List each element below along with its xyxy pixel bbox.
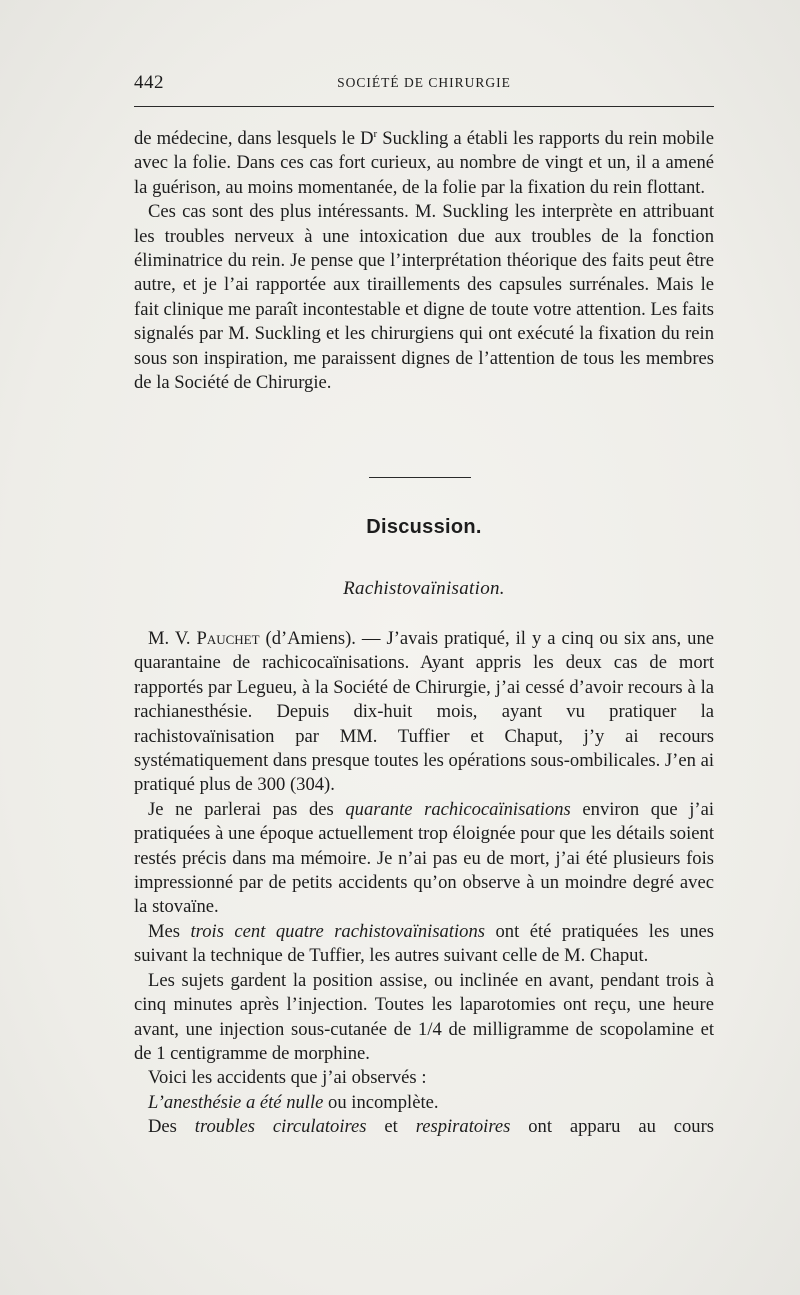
paragraph: M. V. Pauchet (d’Amiens). — J’avais pratiqué, il y a cinq ou six ans, une quarantaine de rachicocaïnisations. Ayant appris les deux cas de mort rapportés par Legueu, à la Société de Chirurgie, j’ai cessé d’avoir recours à la rachianesthésie. Depuis dix-huit mois, ayant vu pratiquer la rachistovaïnisation par MM. Tuffier et Chaput, j’y ai recours systématiquement dans presque toutes les opérations sous-ombilicales. J’en ai pratiqué plus de 300 (304).: [134, 628, 714, 796]
paragraph: de médecine, dans lesquels le $D^r$ Suckling a établi les rapports du rein mobile avec la folie. Dans ces cas fort curieux, au nombre de vingt et un, il a amené la guérison, au moins momentanée, de la folie par la fixation du rein flottant.: [134, 128, 714, 198]
paragraph: Mes trois cent quatre rachistovaïnisations ont été pratiquées les unes suivant la technique de Tuffier, les autres suivant celle de M. Chaput.: [134, 920, 715, 967]
page-header: [134, 72, 714, 96]
paragraph: Les sujets gardent la position assise, ou inclinée en avant, pendant trois à cinq minutes après l’injection. Toutes les laparotomies ont reçu, une heure avant, une injection sous-cutanée de 1/4 de milligramme de scopolamine et de 1 centigramme de morphine.: [134, 969, 714, 1064]
author-name: Pauchet: [196, 628, 260, 649]
text-block-discussion: [134, 627, 714, 1140]
section-title: Discussion.: [366, 516, 482, 538]
paragraph: Ces cas sont des plus intéressants. M. Suckling les interprète en attribuant les troubles nerveux à une intoxication due aux troubles de la fonction éliminatrice du rein. Je pense que l’interprétation théorique des faits peut être autre, et je l’ai rapportée aux tiraillements des capsules surrénales. Mais le fait clinique me paraît incontestable et digne de toute votre attention. Les faits signalés par M. Suckling et les chirurgiens qui ont exécuté la fixation du rein sous son inspiration, me paraissent dignes de l’attention de tous les membres de la Société de Chirurgie.: [134, 201, 714, 394]
header-rule: [134, 106, 714, 107]
section-subtitle: Rachistovaïnisation.: [343, 578, 505, 599]
paragraph: L’anesthésie a été nulle ou incomplète.: [148, 1091, 439, 1113]
section-separator: [369, 477, 471, 478]
paragraph: Des troubles circulatoires et respiratoires ont apparu au cours: [148, 1116, 714, 1138]
page-number: 442: [134, 72, 164, 93]
running-head: SOCIÉTÉ DE CHIRURGIE: [337, 75, 511, 90]
text-block-intro: [134, 127, 714, 395]
paragraph: Je ne parlerai pas des quarante rachicocaïnisations environ que j’ai pratiquées à une époque actuellement trop éloignée pour que les détails soient restés précis dans ma mémoire. Je n’ai pas eu de mort, j’ai été plusieurs fois impressionné par de petits accidents qu’on observe à un moindre degré avec la stovaïne.: [134, 798, 715, 918]
paragraph: Voici les accidents que j’ai observés :: [148, 1067, 427, 1089]
